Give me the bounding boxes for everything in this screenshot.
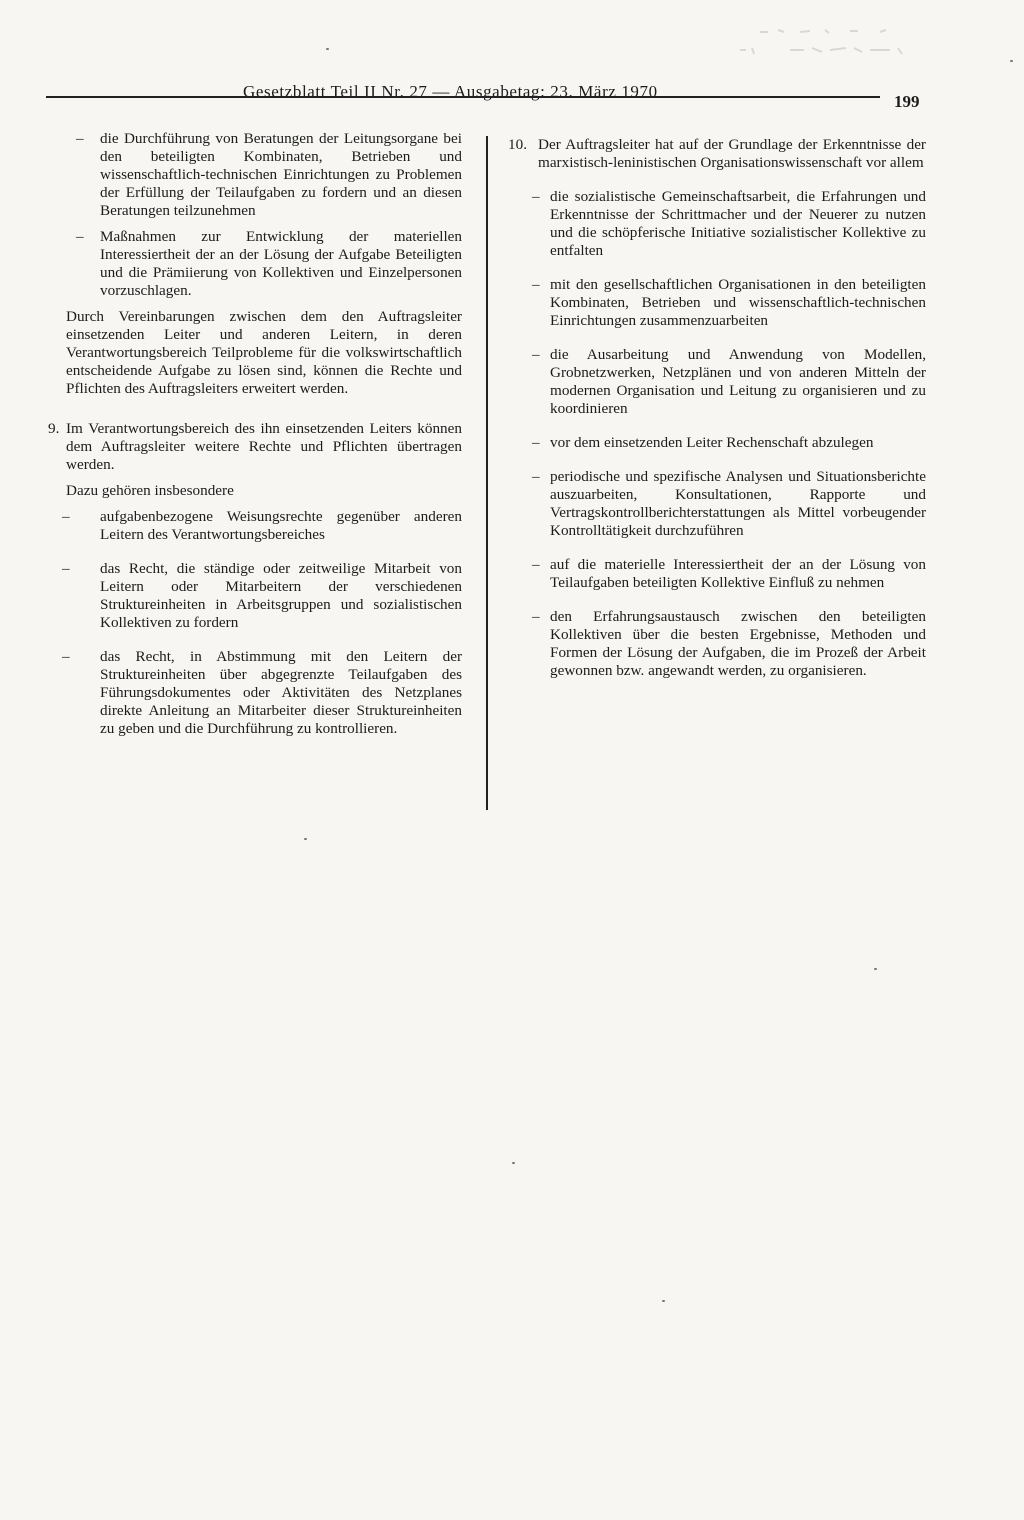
right-column xyxy=(508,136,926,680)
scan-speck xyxy=(326,48,329,50)
list-item xyxy=(508,276,926,330)
section-number: 10. xyxy=(508,136,527,153)
scan-speck xyxy=(304,838,307,840)
dash-bullet: – xyxy=(532,556,540,573)
left-column xyxy=(48,130,462,738)
section-number: 9. xyxy=(48,420,60,437)
list-item xyxy=(62,560,462,632)
dash-bullet: – xyxy=(62,648,70,665)
scan-speck xyxy=(1010,60,1013,62)
dash-bullet: – xyxy=(532,276,540,293)
faded-stamp-mark xyxy=(730,20,920,60)
section-9 xyxy=(48,420,462,474)
list-item xyxy=(66,228,462,300)
dash-bullet: – xyxy=(62,560,70,577)
section-text: Der Auftragsleiter hat auf der Grundlage der Erkenntnisse der marxistisch-leninistischen Organisationswissenschaft vor allem xyxy=(538,136,926,171)
faded-stamp-graphic xyxy=(730,20,920,60)
paragraph: Durch Vereinbarungen zwischen dem den Auftragsleiter einsetzenden Leiter und anderen Leitern, in deren Verantwortungsbereich Teilprobleme für die volkswirtschaftlich entscheidende Aufgabe zu lösen sind, können die Rechte und Pflichten des Auftragsleiters erweitert werden. xyxy=(66,308,462,397)
list-item-text: die Durchführung von Beratungen der Leitungsorgane bei den beteiligten Kombinaten, Betrieben und wissenschaftlich-technischen Einrichtungen zu Problemen der Erfüllung der Teilaufgaben zu fordern und an diesen Beratungen teilzunehmen xyxy=(100,130,462,219)
dash-bullet: – xyxy=(532,346,540,363)
list-item-text: das Recht, die ständige oder zeitweilige Mitarbeit von Leitern oder Mitarbeitern der verschiedenen Struktureinheiten in Arbeitsgruppen und sozialistischen Kollektiven zu fordern xyxy=(100,560,462,631)
section-text: Im Verantwortungsbereich des ihn einsetzenden Leiters können dem Auftragsleiter weitere Rechte und Pflichten übertragen werden. xyxy=(66,420,462,473)
list-item xyxy=(508,434,926,452)
header-divider xyxy=(46,96,880,98)
list-item xyxy=(508,556,926,592)
list-item xyxy=(62,648,462,738)
list-item xyxy=(66,130,462,220)
list-item-text: vor dem einsetzenden Leiter Rechenschaft abzulegen xyxy=(550,434,874,451)
dash-bullet: – xyxy=(62,508,70,525)
list-item xyxy=(508,188,926,260)
list-item xyxy=(508,468,926,540)
list-item-text: die Ausarbeitung und Anwendung von Modellen, Grobnetzwerken, Netzplänen und von anderen Mitteln der modernen Organisation und Leitung zu organisieren und zu koordinieren xyxy=(550,346,926,417)
list-item-text: auf die materielle Interessiertheit der an der Lösung von Teilaufgaben beteiligten Kollektive Einfluß zu nehmen xyxy=(550,556,926,591)
dash-bullet: – xyxy=(532,434,540,451)
list-item-text: den Erfahrungsaustausch zwischen den beteiligten Kollektiven über die besten Ergebnisse, Methoden und Formen der Lösung der Aufgaben, die im Prozeß der Arbeit gewonnen bzw. angewandt werden, zu organisieren. xyxy=(550,608,926,679)
list-item-text: die sozialistische Gemeinschaftsarbeit, die Erfahrungen und Erkenntnisse der Schrittmacher und der Neuerer zu nutzen und die schöpferische Initiative sozialistischer Kollektive zu entfalten xyxy=(550,188,926,259)
dash-bullet: – xyxy=(532,468,540,485)
list-item xyxy=(508,346,926,418)
scan-speck xyxy=(874,968,877,970)
page-number: 199 xyxy=(894,92,920,111)
dash-bullet: – xyxy=(532,608,540,625)
list-item-text: Maßnahmen zur Entwicklung der materiellen Interessiertheit der an der Lösung der Aufgabe Beteiligten und die Prämiierung von Kollektiven und Einzelpersonen vorzuschlagen. xyxy=(100,228,462,299)
dash-bullet: – xyxy=(76,228,84,245)
dash-bullet: – xyxy=(76,130,84,147)
scan-speck xyxy=(512,1162,515,1164)
column-divider xyxy=(486,136,488,810)
list-item xyxy=(508,608,926,680)
dash-bullet: – xyxy=(532,188,540,205)
list-item-text: mit den gesellschaftlichen Organisationen in den beteiligten Kombinaten, Betrieben und wissenschaftlich-technischen Einrichtungen zusammenzuarbeiten xyxy=(550,276,926,329)
list-item xyxy=(62,508,462,544)
header-title: Gesetzblatt Teil II Nr. 27 — Ausgabetag: 23. März 1970 xyxy=(243,82,658,101)
list-item-text: aufgabenbezogene Weisungsrechte gegenüber anderen Leitern des Verantwortungsbereiches xyxy=(100,508,462,543)
section-10 xyxy=(508,136,926,172)
scan-speck xyxy=(662,1300,665,1302)
section-intro: Dazu gehören insbesondere xyxy=(66,482,234,499)
list-item-text: das Recht, in Abstimmung mit den Leitern der Struktureinheiten über abgegrenzte Teilaufgaben des Führungsdokumentes oder Aktivitäten des Netzplanes direkte Anleitung an Mitarbeiter dieser Struktureinheiten zu geben und die Durchführung zu kontrollieren. xyxy=(100,648,462,737)
list-item-text: periodische und spezifische Analysen und Situationsberichte auszuarbeiten, Konsultationen, Rapporte und Vertragskontrollberichterstattungen als Mittel vorbeugender Kontrolltätigkeit durchzuführen xyxy=(550,468,926,539)
